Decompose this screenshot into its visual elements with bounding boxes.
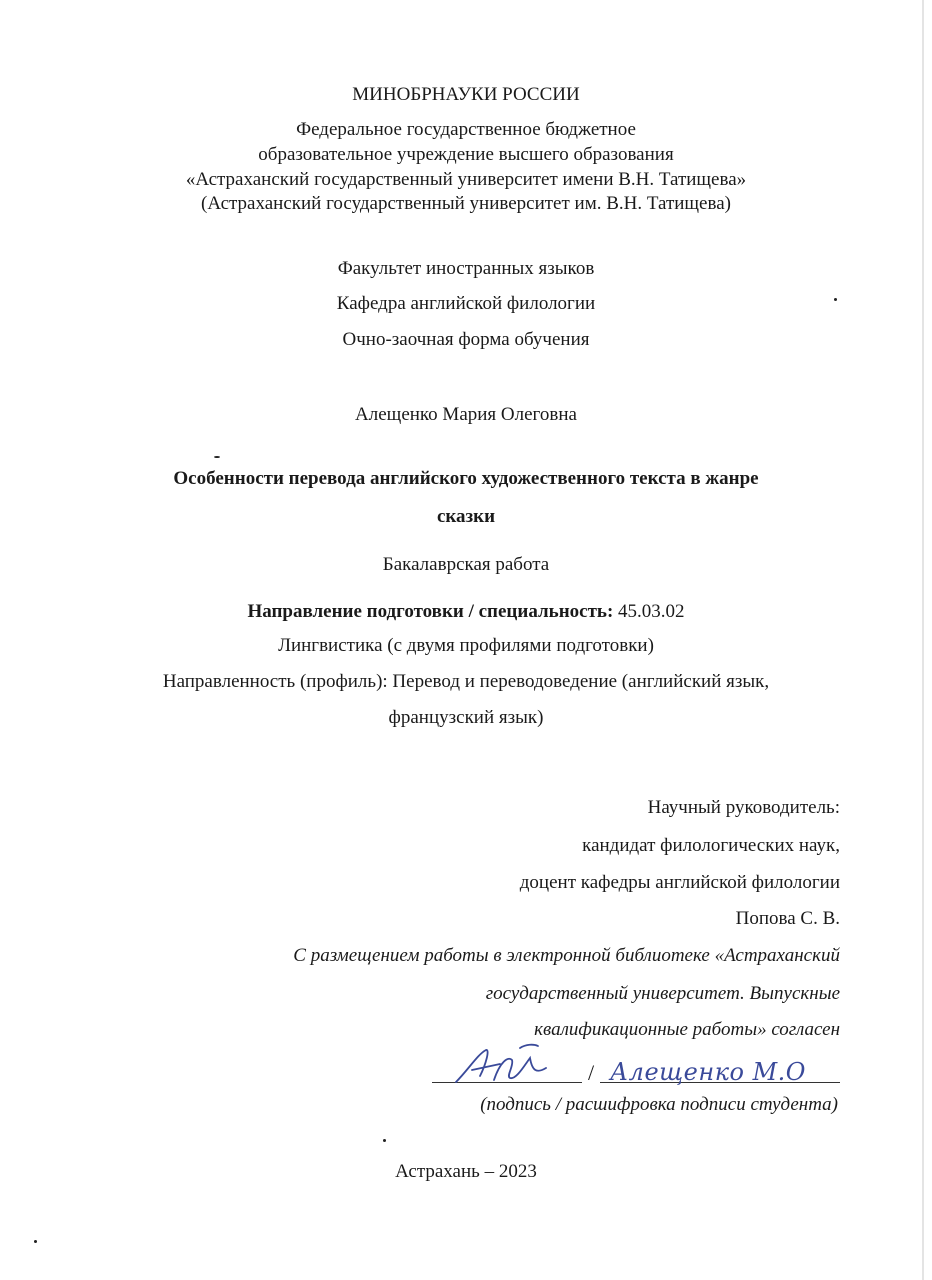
thesis-title-line-1: Особенности перевода английского художественного текста в жанре: [173, 468, 759, 489]
supervisor-heading: Научный руководитель:: [647, 797, 840, 818]
author: Алещенко Мария Олеговна: [355, 404, 577, 425]
direction-code: 45.03.02: [618, 601, 685, 622]
department: Кафедра английской филологии: [336, 293, 596, 314]
ministry: МИНОБРНАУКИ РОССИИ: [352, 84, 580, 105]
direction-label: Направление подготовки / специальность:: [247, 601, 614, 622]
city-year: Астрахань – 2023: [395, 1161, 537, 1182]
supervisor-degree: кандидат филологических наук,: [582, 835, 840, 856]
consent-line-3: квалификационные работы» согласен: [534, 1019, 840, 1040]
faculty: Факультет иностранных языков: [337, 258, 595, 279]
consent-line-2: государственный университет. Выпускные: [485, 983, 840, 1004]
direction-line: [0, 600, 932, 624]
institution-line-2: образовательное учреждение высшего образования: [258, 144, 674, 165]
signature-caption: (подпись / расшифровка подписи студента): [480, 1094, 838, 1115]
study-form: Очно-заочная форма обучения: [342, 329, 590, 350]
direction-name: Лингвистика (с двумя профилями подготовки): [278, 635, 654, 656]
handwritten-signature: [450, 1040, 560, 1090]
institution-line-3: «Астраханский государственный университет имени В.Н. Татищева»: [185, 169, 747, 190]
supervisor-position: доцент кафедры английской филологии: [519, 872, 840, 893]
institution-line-4: (Астраханский государственный университет им. В.Н. Татищева): [201, 193, 731, 214]
institution-line-1: Федеральное государственное бюджетное: [296, 119, 636, 140]
handwritten-name: Алещенко М.О: [610, 1058, 806, 1086]
scan-speck: [834, 298, 837, 301]
thesis-title-line-2: сказки: [436, 506, 496, 527]
scan-speck: [214, 456, 220, 458]
scan-speck: [383, 1139, 386, 1142]
signature-separator: /: [588, 1060, 595, 1085]
scan-speck: [34, 1240, 37, 1243]
consent-line-1: С размещением работы в электронной библиотеке «Астраханский: [293, 945, 840, 966]
profile-line-1: Направленность (профиль): Перевод и переводоведение (английский язык,: [162, 671, 770, 692]
work-type: Бакалаврская работа: [382, 554, 550, 575]
supervisor-name: Попова С. В.: [735, 908, 840, 929]
profile-line-2: французский язык): [388, 707, 544, 728]
